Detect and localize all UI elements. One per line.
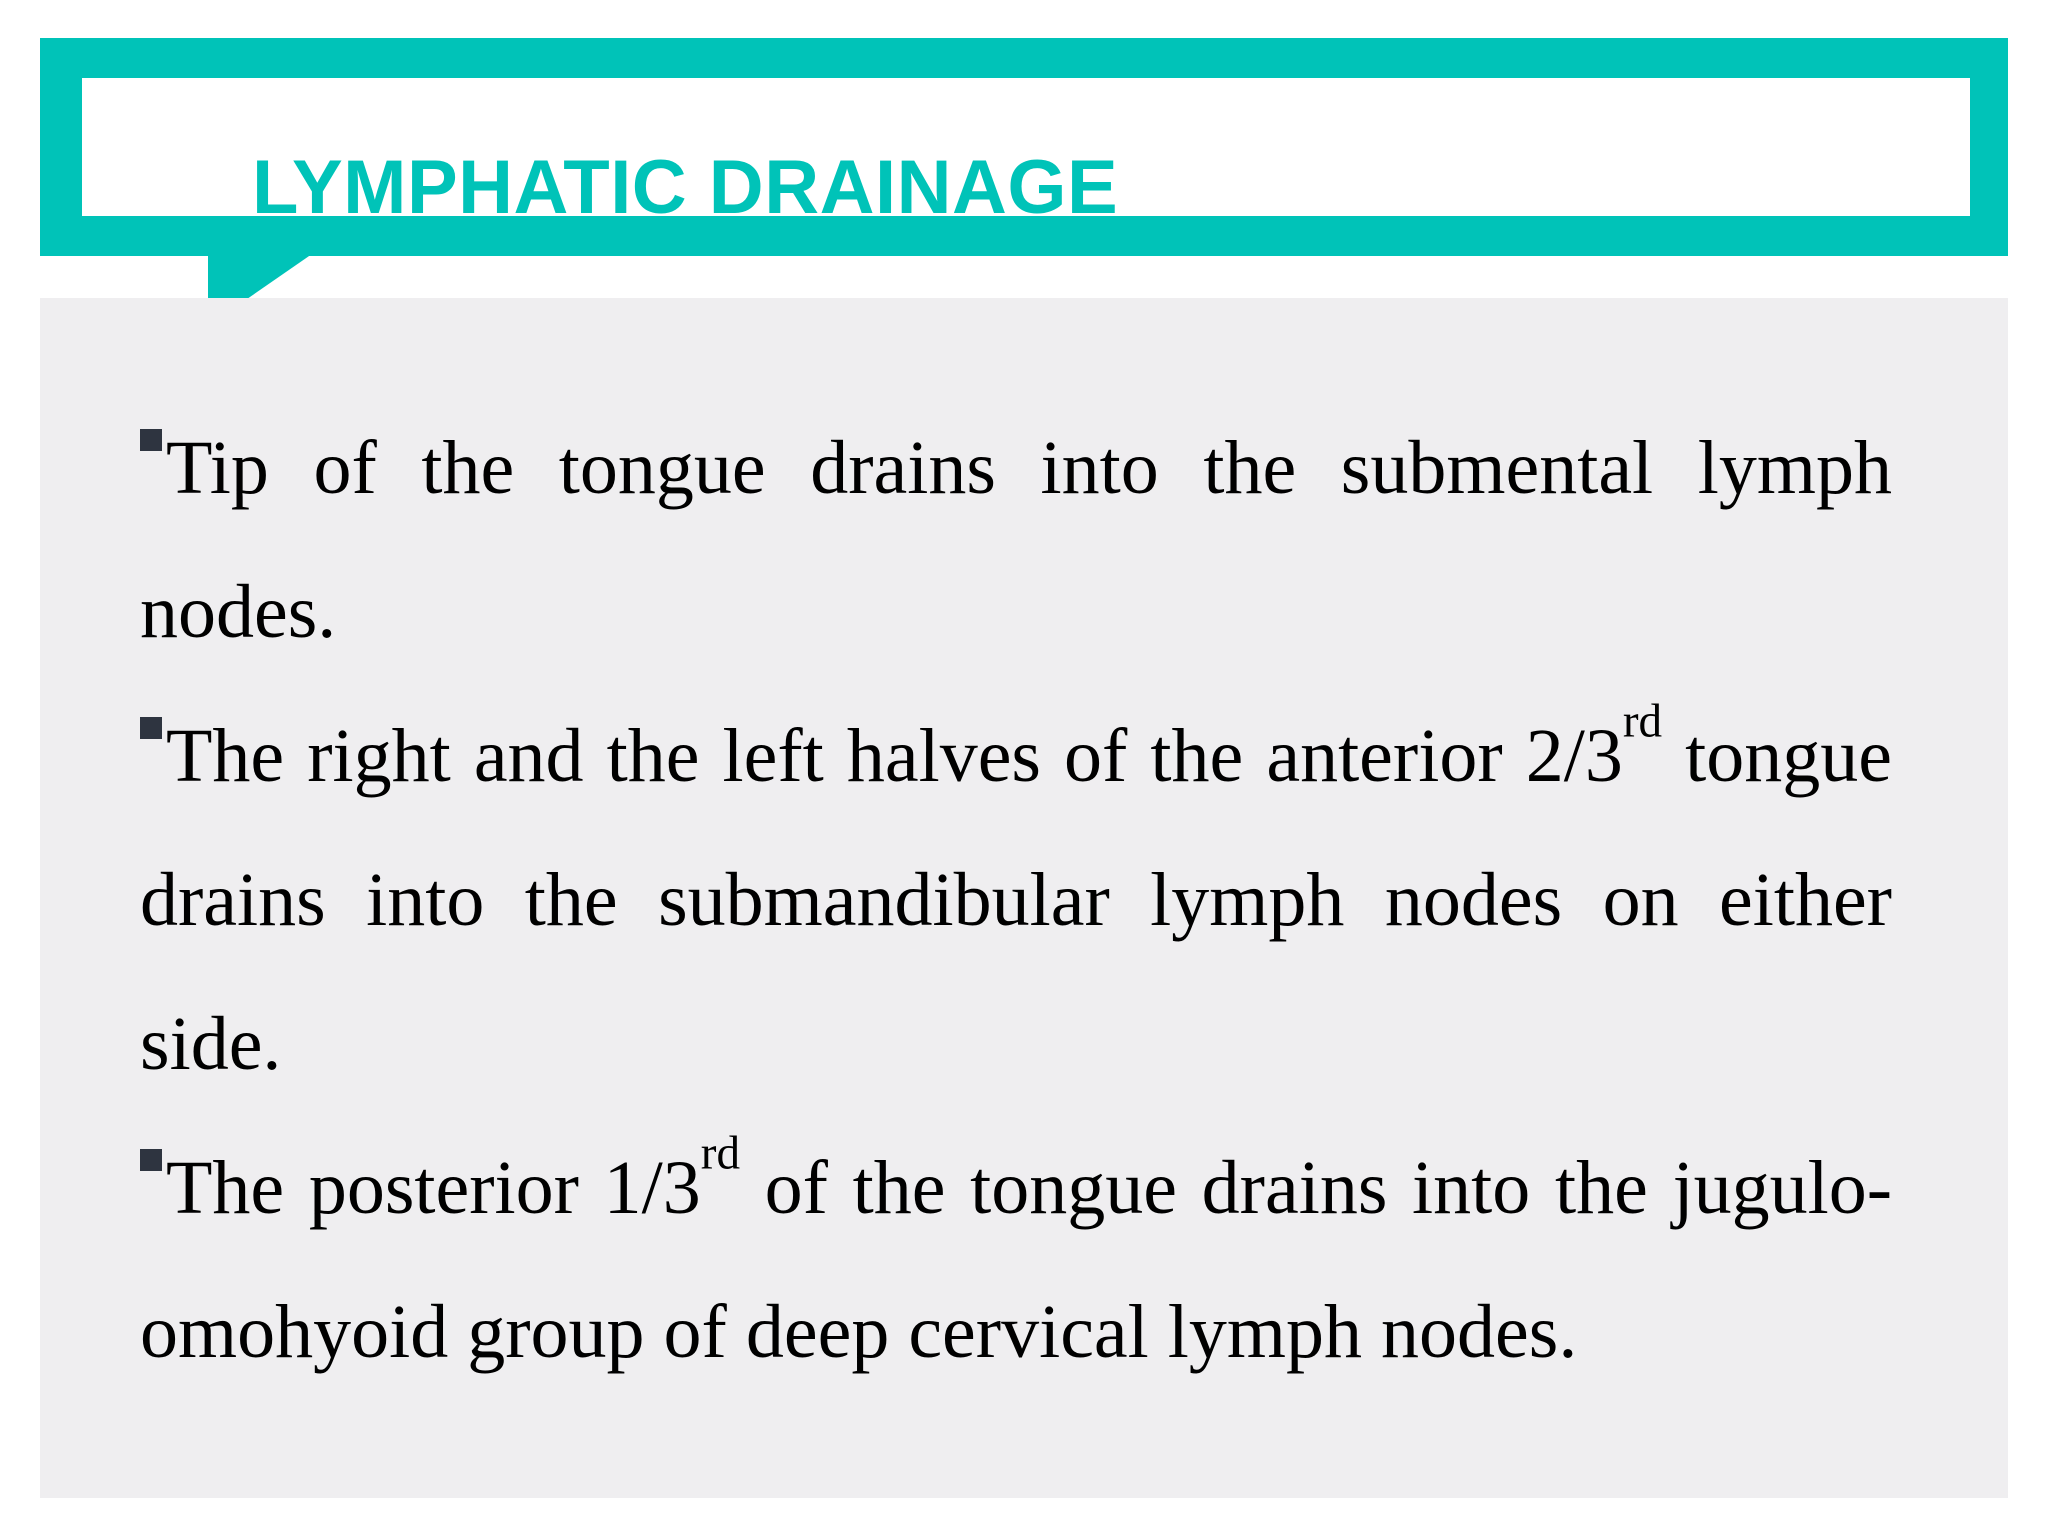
title-frame — [40, 38, 2008, 256]
title-box — [82, 78, 1970, 230]
bullet-text: Tip of the tongue drains into the submental lymph nodes. — [140, 426, 1892, 654]
square-bullet-icon — [140, 429, 162, 451]
slide-title: LYMPHATIC DRAINAGE — [252, 145, 1119, 230]
bullet-list — [140, 396, 1892, 1404]
bullet-item — [140, 684, 1892, 1116]
bullet-text: The right and the left halves of the anterior 2/3 — [166, 714, 1623, 798]
superscript: rd — [700, 1127, 741, 1180]
bullet-item — [140, 396, 1892, 684]
square-bullet-icon — [140, 1149, 162, 1171]
bullet-text: of the tongue drains into the jugulo-omohyoid group of deep cervical lymph nodes. — [140, 1146, 1892, 1374]
square-bullet-icon — [140, 717, 162, 739]
bullet-text: tongue drains into the submandibular lymph nodes on either side. — [140, 714, 1892, 1086]
superscript: rd — [1622, 695, 1663, 748]
bullet-text: The posterior 1/3 — [166, 1146, 701, 1230]
bullet-item — [140, 1116, 1892, 1404]
